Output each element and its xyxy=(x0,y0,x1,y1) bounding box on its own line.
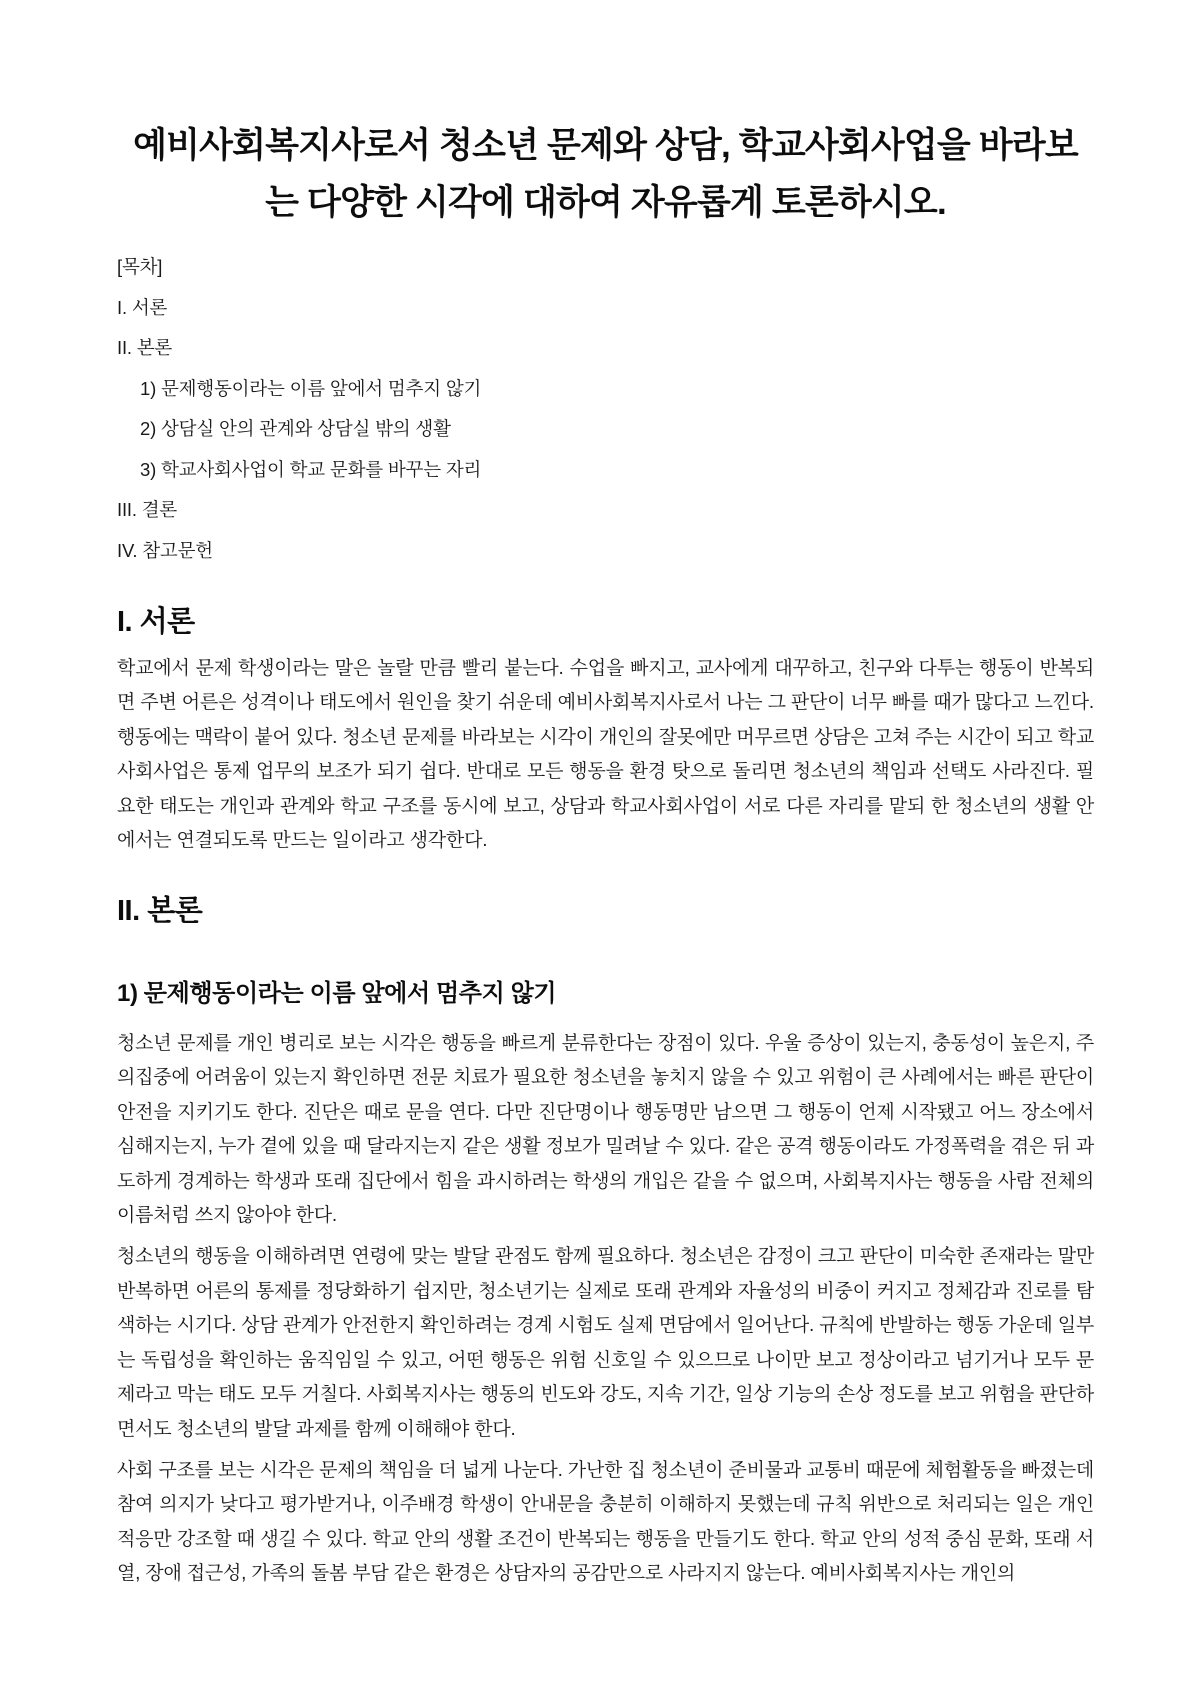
toc-item-main-body: II. 본론 xyxy=(117,337,173,358)
toc-item-subsection-1: 1) 문제행동이라는 이름 앞에서 멈추지 않기 xyxy=(140,377,482,399)
body-paragraph-2: 청소년의 행동을 이해하려면 연령에 맞는 발달 관점도 함께 필요하다. 청소년은 감정이 크고 판단이 미숙한 존재라는 말만 반복하면 어른의 통제를 정당화하기 쉽지만, 청소년기는 실제로 또래 관계와 자율성의 비중이 커지고 정체감과 진로를 탐색하는 시기다. 상담 관계가 안전한지 확인하려는 경계 시험도 실제 면담에서 일어난다. 규칙에 반발하는 행동 가운데 일부는 독립성을 확인하는 움직임일 수 있고, 어떤 행동은 위험 신호일 수 있으므로 나이만 보고 정상이라고 넘기거나 모두 문제라고 막는 태도 모두 거칠다. 사회복지사는 행동의 빈도와 강도, 지속 기간, 일상 기능의 손상 정도를 보고 위험을 판단하면서도 청소년의 발달 과제를 함께 이해해야 한다. xyxy=(117,1246,1094,1440)
body-paragraph-3: 사회 구조를 보는 시각은 문제의 책임을 더 넓게 나눈다. 가난한 집 청소년이 준비물과 교통비 때문에 체험활동을 빠졌는데 참여 의지가 낮다고 평가받거나, 이주배경 학생이 안내문을 충분히 이해하지 못했는데 규칙 위반으로 처리되는 일은 개인 적응만 강조할 때 생길 수 있다. 학교 안의 생활 조건이 반복되는 행동을 만들기도 한다. 학교 안의 성적 중심 문화, 또래 서열, 장애 접근성, 가족의 돌봄 부담 같은 환경은 상담자의 공감만으로 사라지지 않는다. 예비사회복지사는 개인의 xyxy=(117,1459,1094,1585)
toc-item-references: IV. 참고문헌 xyxy=(117,539,213,561)
toc-item-subsection-3: 3) 학교사회사업이 학교 문화를 바꾸는 자리 xyxy=(140,458,482,480)
subsection-problem-behavior xyxy=(117,977,1094,1592)
section-introduction xyxy=(117,602,1094,858)
toc-label: [목차] xyxy=(117,256,163,277)
section-heading-introduction: I. 서론 xyxy=(117,606,195,638)
section-heading-main-body: II. 본론 xyxy=(117,895,203,928)
toc-item-subsection-2: 2) 상담실 안의 관계와 상담실 밖의 생활 xyxy=(140,418,451,439)
body-paragraph-1: 청소년 문제를 개인 병리로 보는 시각은 행동을 빠르게 분류한다는 장점이 있다. 우울 증상이 있는지, 충동성이 높은지, 주의집중에 어려움이 있는지 확인하면 전문 치료가 필요한 청소년을 놓치지 않을 수 있고 위험이 큰 사례에서는 빠른 판단이 안전을 지키기도 한다. 진단은 때로 문을 연다. 다만 진단명이나 행동명만 남으면 그 행동이 언제 시작됐고 어느 장소에서 심해지는지, 누가 곁에 있을 때 달라지는지 같은 생활 정보가 밀려날 수 있다. 같은 공격 행동이라도 가정폭력을 겪은 뒤 과도하게 경계하는 학생과 또래 집단에서 힘을 과시하려는 학생의 개입은 같을 수 없으며, 사회복지사는 행동을 사람 전체의 이름처럼 쓰지 않아야 한다. xyxy=(117,1033,1094,1227)
introduction-paragraph: 학교에서 문제 학생이라는 말은 놀랄 만큼 빨리 붙는다. 수업을 빠지고, 교사에게 대꾸하고, 친구와 다투는 행동이 반복되면 주변 어른은 성격이나 태도에서 원인을 찾기 쉬운데 예비사회복지사로서 나는 그 판단이 너무 빠를 때가 많다고 느낀다. 행동에는 맥락이 붙어 있다. 청소년 문제를 바라보는 시각이 개인의 잘못에만 머무르면 상담은 고쳐 주는 시간이 되고 학교사회사업은 통제 업무의 보조가 되기 쉽다. 반대로 모든 행동을 환경 탓으로 돌리면 청소년의 책임과 선택도 사라진다. 필요한 태도는 개인과 관계와 학교 구조를 동시에 보고, 상담과 학교사회사업이 서로 다른 자리를 맡되 한 청소년의 생활 안에서는 연결되도록 만드는 일이라고 생각한다. xyxy=(117,658,1094,852)
document-title: 예비사회복지사로서 청소년 문제와 상담, 학교사회사업을 바라보는 다양한 시각에 대하여 자유롭게 토론하시오. xyxy=(133,126,1078,222)
section-main-body xyxy=(117,891,1094,1592)
toc-item-introduction: I. 서론 xyxy=(117,296,168,318)
table-of-contents xyxy=(117,247,1094,571)
toc-item-conclusion: III. 결론 xyxy=(117,499,178,520)
subsection-heading: 1) 문제행동이라는 이름 앞에서 멈추지 않기 xyxy=(117,980,557,1008)
